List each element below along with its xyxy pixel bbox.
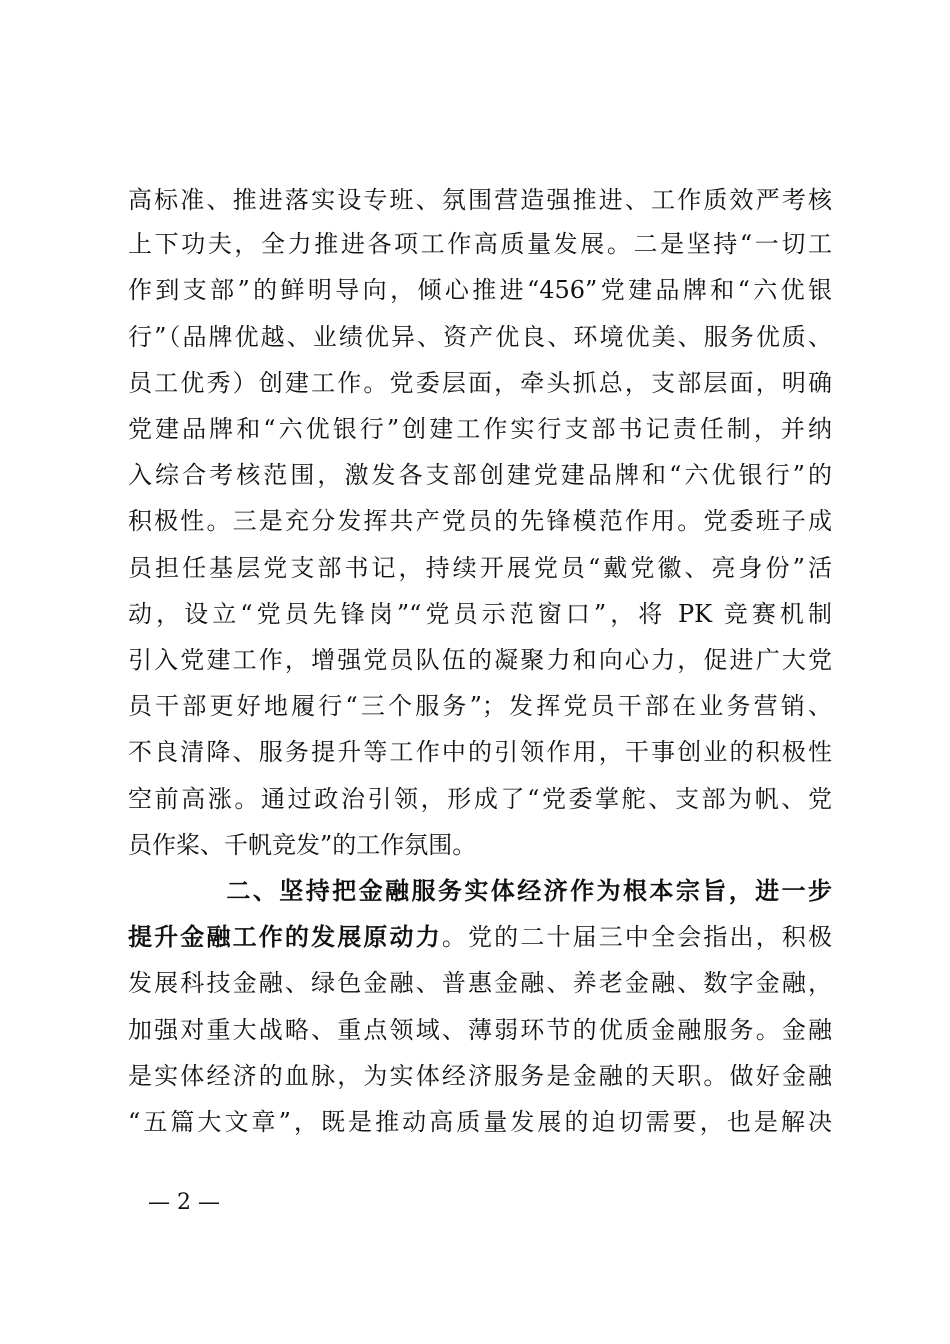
section-body-start: 。党的二十届三中全会指出，积极 bbox=[441, 923, 833, 951]
body-line: 加强对重大战略、重点领域、薄弱环节的优质金融服务。金融 bbox=[128, 1016, 832, 1044]
body-line: 引入党建工作，增强党员队伍的凝聚力和向心力，促进广大党 bbox=[128, 646, 832, 674]
body-line: 上下功夫，全力推进各项工作高质量发展。二是坚持“一切工 bbox=[128, 230, 832, 258]
body-line: 入综合考核范围，激发各支部创建党建品牌和“六优银行”的 bbox=[128, 461, 832, 489]
section-heading-line bbox=[128, 917, 832, 957]
body-line: 党建品牌和“六优银行”创建工作实行支部书记责任制，并纳 bbox=[128, 415, 832, 443]
section-heading-part1: 二、坚持把金融服务实体经济作为根本宗旨，进一步 bbox=[224, 877, 832, 905]
body-line: 积极性。三是充分发挥共产党员的先锋模范作用。党委班子成 bbox=[128, 507, 832, 535]
body-line: 员担任基层党支部书记，持续开展党员“戴党徽、亮身份”活 bbox=[128, 554, 832, 582]
body-line: 发展科技金融、绿色金融、普惠金融、养老金融、数字金融， bbox=[128, 969, 832, 997]
section-heading-part2: 提升金融工作的发展原动力 bbox=[128, 923, 442, 951]
body-line: 作到支部”的鲜明导向，倾心推进“456”党建品牌和“六优银 bbox=[128, 276, 832, 304]
section-heading-line bbox=[128, 871, 832, 911]
body-line: 不良清降、服务提升等工作中的引领作用，干事创业的积极性 bbox=[128, 738, 832, 766]
body-line: 行”（品牌优越、业绩优异、资产优良、环境优美、服务优质、 bbox=[128, 323, 832, 351]
body-line: 空前高涨。通过政治引领，形成了“党委掌舵、支部为帆、党 bbox=[128, 785, 832, 813]
body-line: “五篇大文章”，既是推动高质量发展的迫切需要，也是解决 bbox=[128, 1108, 832, 1136]
body-line: 员工优秀）创建工作。党委层面，牵头抓总，支部层面，明确 bbox=[128, 369, 832, 397]
body-line: 动，设立“党员先锋岗”“党员示范窗口”，将 PK 竞赛机制 bbox=[128, 600, 832, 628]
body-line: 员作桨、千帆竞发”的工作氛围。 bbox=[128, 831, 477, 859]
body-line: 是实体经济的血脉，为实体经济服务是金融的天职。做好金融 bbox=[128, 1062, 832, 1090]
body-line: 员干部更好地履行“三个服务”；发挥党员干部在业务营销、 bbox=[128, 692, 832, 720]
body-line: 高标准、推进落实设专班、氛围营造强推进、工作质效严考核 bbox=[128, 186, 832, 214]
page-number: — 2 — bbox=[148, 1190, 220, 1215]
